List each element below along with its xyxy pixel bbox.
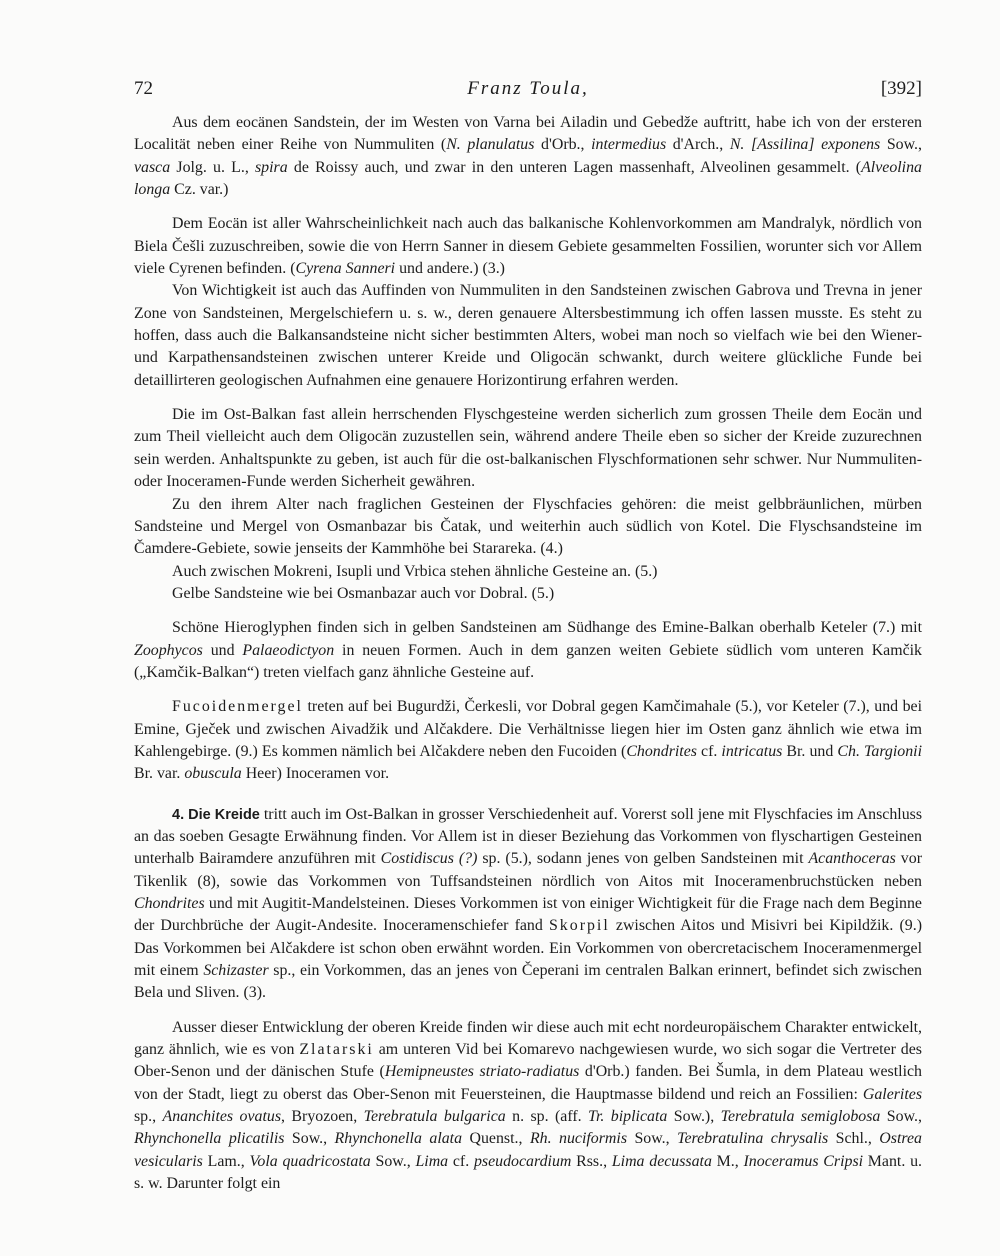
running-header <box>134 78 922 104</box>
paragraph: Die im Ost-Balkan fast allein herrschenden Flyschgesteine werden sicherlich zum grossen Theile dem Eocän und zum Theil vielleicht auch dem Oligocän zuzustellen sein, während andere Theile eben so sicher der Kreide zuzurechnen sein werden. Anhaltspunkte zu geben, ist auch für die ost-balkanischen Flyschformationen sehr schwer. Nur Nummuliten- oder Inoceramen-Funde werden Sicherheit gewähren. <box>134 406 922 491</box>
paragraph: Aus dem eocänen Sandstein, der im Westen von Varna bei Ailadin und Gebedže auftritt, habe ich von der ersteren Localität neben einer Reihe von Nummuliten (N. planulatus d'Orb., intermedius d'Arch., N. [Assilina] exponens Sow., vasca Jolg. u. L., spira de Roissy auch, und zwar in den unteren Lagen massenhaft, Alveolinen gesammelt. (Alveolina longa Cz. var.) <box>134 114 923 199</box>
paragraph: Ausser dieser Entwicklung der oberen Kreide finden wir diese auch mit echt nordeuropäischem Charakter entwickelt, ganz ähnlich, wie es von Zlatarski am unteren Vid bei Komarevo nachgewiesen wurde, wo sich sogar die Vertreter des Ober-Senon und der dänischen Stufe (Hemipneustes striato-radiatus d'Orb.) fanden. Bei Šumla, in dem Plateau westlich von der Stadt, liegt zu oberst das Ober-Senon mit Feuersteinen, die Hauptmasse bildend und reich an Fossilien: Galerites sp., Ananchites ovatus, Bryozoen, Terebratula bulgarica n. sp. (aff. Tr. biplicata Sow.), Terebratula semiglobosa Sow., Rhynchonella plicatilis Sow., Rhynchonella alata Quenst., Rh. nuciformis Sow., Terebratulina chrysalis Schl., Ostrea vesicularis Lam., Vola quadricostata Sow., Lima cf. pseudocardium Rss., Lima decussata M., Inoceramus Cripsi Mant. u. s. w. Darunter folgt ein <box>134 1018 922 1193</box>
paragraph: Von Wichtigkeit ist auch das Auffinden von Nummuliten in den Sandsteinen zwischen Gabrova und Trevna in jener Zone von Sandsteinen, Mergelschiefern u. s. w., deren genauere Altersbestimmung ich offen lassen musste. Es steht zu hoffen, dass auch die Balkansandsteine nicht sicher bestimmten Alters, wobei man noch so vielfach wie bei den Wiener- und Karpathensandsteinen zwischen unterer Kreide und Oligocän schwankt, durch weitere glückliche Funde bei detaillirteren geologischen Aufnahmen eine genauere Horizontirung erfahren werden. <box>134 282 922 389</box>
paragraph: 4. Die Kreide tritt auch im Ost-Balkan in grosser Verschiedenheit auf. Vorerst soll jene mit Flyschfacies im Anschluss an das soeben Gesagte Erwähnung finden. Vor Allem ist in dieser Beziehung das Vorkommen von flyschartigen Gesteinen unterhalb Bairamdere anzuführen mit Costidiscus (?) sp. (5.), sodann jenes von gelben Sandsteinen mit Acanthoceras vor Tikenlik (8), sowie das Vorkommen von Tuffsandsteinen nördlich von Aitos mit Inoceramenbruchstücken neben Chondrites und mit Augitit-Mandelsteinen. Dieses Vorkommen ist von einiger Wichtigkeit für die Frage nach dem Beginne der Durchbrüche der Augit-Andesite. Inoceramenschiefer fand Skorpil zwischen Aitos und Misivri bei Kipildžik. (9.) Das Vorkommen bei Alčakdere ist schon oben erwähnt worden. Ein Vorkommen von obercretacischem Inoceramenmergel mit einem Schizaster sp., ein Vorkommen, das an jenes von Čeperani im centralen Balkan erinnert, befindet sich zwischen Bela und Sliven. (3). <box>134 805 923 1002</box>
paragraph: Auch zwischen Mokreni, Isupli und Vrbica stehen ähnliche Gesteine an. (5.) <box>172 562 658 580</box>
section-heading: 4. Die Kreide <box>172 806 260 823</box>
bracket-page-number: [392] <box>880 78 922 99</box>
page-number: 72 <box>134 78 153 99</box>
body-text <box>134 112 922 1195</box>
running-title: Franz Toula, <box>467 78 589 99</box>
paragraph: Gelbe Sandsteine wie bei Osmanbazar auch vor Dobral. (5.) <box>172 584 555 602</box>
paragraph: Fucoidenmergel treten auf bei Bugurdži, Čerkesli, vor Dobral gegen Kamčimahale (5.), vor Keteler (7.), und bei Emine, Gječek und zwischen Aivadžik und Alčakdere. Die Verhältnisse liegen hier im Osten ganz ähnlich wie etwa im Kahlengebirge. (9.) Es kommen nämlich bei Alčakdere neben den Fucoiden (Chondrites cf. intricatus Br. und Ch. Targionii Br. var. obuscula Heer) Inoceramen vor. <box>134 698 922 783</box>
paragraph: Schöne Hieroglyphen finden sich in gelben Sandsteinen am Südhange des Emine-Balkan oberhalb Keteler (7.) mit Zoophycos und Palaeodictyon in neuen Formen. Auch in dem ganzen weiten Gebiete südlich vom unteren Kamčik („Kamčik-Balkan“) treten vielfach ganz ähnliche Gesteine auf. <box>134 619 923 681</box>
paragraph: Zu den ihrem Alter nach fraglichen Gesteinen der Flyschfacies gehören: die meist gelbbräunlichen, mürben Sandsteine und Mergel von Osmanbazar bis Čatak, und weiterhin auch südlich von Kotel. Die Flyschsandsteine im Čamdere-Gebiete, sowie jenseits der Kammhöhe bei Starareka. (4.) <box>134 495 922 558</box>
paragraph: Dem Eocän ist aller Wahrscheinlichkeit nach auch das balkanische Kohlenvorkommen am Mandralyk, nördlich von Biela Češli zuzuschreiben, sowie die von Herrn Sanner in diesem Gebiete gesammelten Fossilien, worunter sich vor Allem viele Cyrenen befinden. (Cyrena Sanneri und andere.) (3.) <box>134 215 922 278</box>
